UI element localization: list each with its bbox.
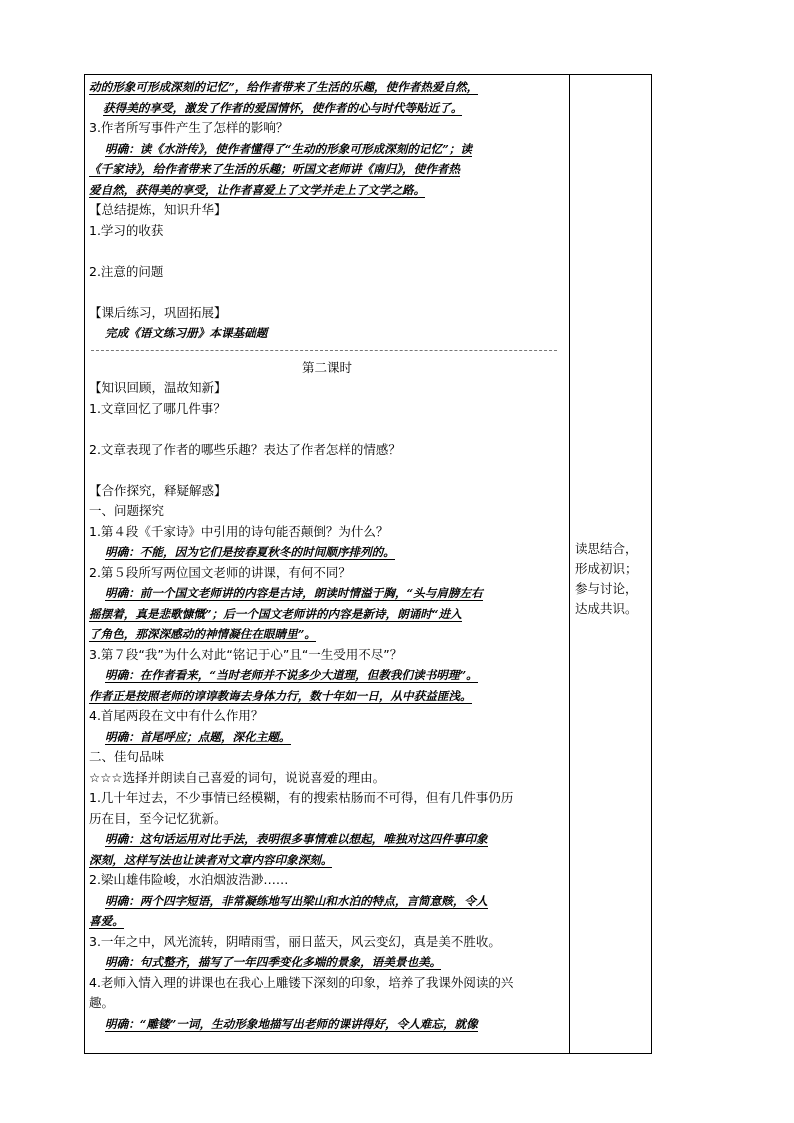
subsection-heading: 一、问题探究 — [89, 503, 165, 518]
question-text: 3.第７段“我”为什么对此“铭记于心”且“一生受用不尽”？ — [89, 646, 403, 662]
answer-text: 明确：首尾呼应；点题，深化主题。 — [105, 729, 291, 744]
quoted-sentence: 历在目，至今记忆犹新。 — [89, 810, 227, 826]
answer-text: 了角色，那深深感动的神情凝住在眼睛里”。 — [89, 627, 316, 641]
answer-text: 动的形象可形成深刻的记忆”，给作者带来了生活的乐趣，使作者热爱自然， — [89, 80, 479, 94]
side-note-line: 形成初识； — [575, 561, 638, 576]
instruction-text: ☆☆☆选择并朗读自己喜爱的词句，说说喜爱的理由。 — [89, 769, 386, 785]
main-content-cell — [89, 77, 565, 1034]
prompt-text: 2.注意的问题 — [89, 263, 164, 279]
question-text: 1.文章回忆了哪几件事？ — [89, 400, 226, 416]
section-heading: 【知识回顾，温故知新】 — [89, 380, 227, 395]
answer-text: 《千家诗》，给作者带来了生活的乐趣；听国文老师讲《南归》，使作者热 — [89, 162, 460, 176]
side-note-line: 达成共识。 — [575, 601, 638, 616]
quoted-sentence: 3.一年之中，风光流转，阴晴雨雪，丽日蓝天，风云变幻，真是美不胜收。 — [89, 933, 501, 949]
subsection-heading: 二、佳句品味 — [89, 749, 165, 764]
section-heading: 【合作探究，释疑解惑】 — [89, 482, 227, 498]
answer-text: 明确：读《水浒传》，使作者懂得了“生动的形象可形成深刻的记忆”；读 — [105, 141, 472, 156]
answer-text: 明确：在作者看来，“当时老师并不说多少大道理，但教我们读书明理”。 — [105, 668, 478, 682]
quoted-sentence: 1.几十年过去，不少事情已经模糊，有的搜索枯肠而不可得，但有几件事仍历 — [89, 790, 514, 805]
section-divider — [89, 344, 565, 358]
answer-text: 爱自然，获得美的享受，让作者喜爱上了文学并走上了文学之路。 — [89, 182, 426, 197]
answer-text: 明确：两个四字短语，非常凝练地写出梁山和水泊的特点，言简意赅，令人 — [105, 893, 488, 908]
question-text: 4.首尾两段在文中有什么作用？ — [89, 708, 264, 723]
quoted-sentence: 2.梁山雄伟险峻，水泊烟波浩渺…… — [89, 872, 289, 887]
question-text: 2.文章表现了作者的哪些乐趣？表达了作者怎样的情感？ — [89, 441, 401, 457]
answer-text: 明确：前一个国文老师讲的内容是古诗，朗读时情溢于胸，“头与肩膀左右 — [105, 586, 483, 600]
answer-text: 明确：不能，因为它们是按春夏秋冬的时间顺序排列的。 — [105, 545, 395, 559]
answer-text: 明确：“雕镂”一词，生动形象地描写出老师的课讲得好，令人难忘，就像 — [105, 1016, 478, 1031]
teaching-intent-cell — [575, 539, 651, 619]
answer-text: 喜爱。 — [89, 914, 124, 928]
side-note-line: 参与讨论， — [575, 581, 638, 596]
column-divider — [569, 75, 570, 1053]
question-text: 2.第５段所写两位国文老师的讲课，有何不同？ — [89, 564, 351, 580]
section-heading: 【总结提炼，知识升华】 — [89, 202, 227, 217]
answer-text: 明确：句式整齐，描写了一年四季变化多端的景象，语美景也美。 — [105, 955, 442, 969]
question-text: 3.作者所写事件产生了怎样的影响？ — [89, 120, 289, 135]
answer-text: 作者正是按照老师的谆谆教诲去身体力行，数十年如一日，从中获益匪浅。 — [89, 688, 472, 703]
lesson-title: 第二课时 — [301, 359, 352, 375]
section-heading: 【课后练习，巩固拓展】 — [89, 304, 227, 320]
document-table — [84, 74, 652, 1054]
answer-text: 获得美的享受，激发了作者的爱国情怀，使作者的心与时代等贴近了。 — [103, 100, 463, 115]
quoted-sentence: 4.老师入情入理的讲课也在我心上雕镂下深刻的印象，培养了我课外阅读的兴 — [89, 974, 514, 990]
answer-text: 摇摆着，真是悲歌慷慨”；后一个国文老师讲的内容是新诗，朗诵时“进入 — [89, 606, 462, 621]
answer-text: 明确：这句话运用对比手法，表明很多事情难以想起，唯独对这四件事印象 — [105, 832, 488, 846]
side-note-line: 读思结合， — [575, 541, 638, 556]
question-text: 1.第４段《千家诗》中引用的诗句能否颠倒？为什么？ — [89, 523, 389, 539]
quoted-sentence: 趣。 — [89, 995, 115, 1010]
answer-text: 深刻，这样写法也让读者对文章内容印象深刻。 — [89, 852, 333, 867]
homework-text: 完成《语文练习册》本课基础题 — [105, 326, 268, 340]
prompt-text: 1.学习的收获 — [89, 222, 164, 238]
